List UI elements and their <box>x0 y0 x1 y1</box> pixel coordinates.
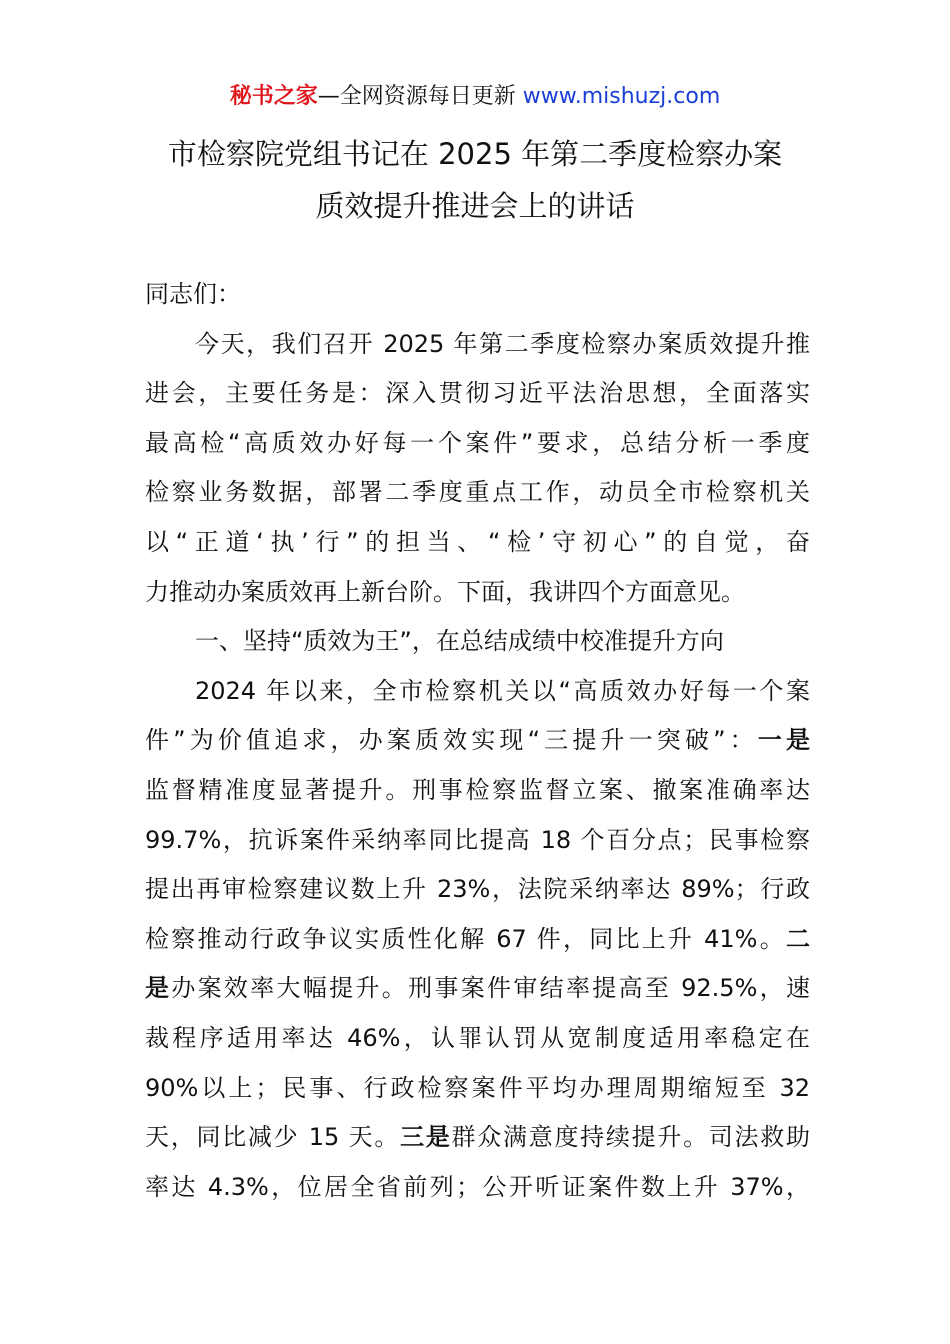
banner-tagline: —全网资源每日更新 <box>317 84 523 109</box>
paragraph-line <box>145 915 810 965</box>
title-line-1: 市检察院党组书记在 2025 年第二季度检察办案 <box>167 137 783 171</box>
paragraph-line: 99.7%，抗诉案件采纳率同比提高 18 个百分点；民事检察 <box>145 825 810 854</box>
document-title <box>0 128 950 232</box>
section-heading: 一、坚持“质效为王”，在总结成绩中校准提升方向 <box>195 627 724 656</box>
bold-marker: 一是 <box>757 726 810 755</box>
brand-name: 秘书之家 <box>229 84 318 109</box>
text-run: 件”为价值追求，办案质效实现“三提升一突破”： <box>145 726 758 755</box>
paragraph-line: 最高检“高质效办好每一个案件”要求，总结分析一季度 <box>145 428 810 457</box>
paragraph-line: 今天，我们召开 2025 年第二季度检察办案质效提升推 <box>195 329 810 358</box>
site-banner <box>0 82 950 112</box>
site-url-link[interactable]: www.mishuzj.com <box>522 84 721 109</box>
paragraph-line: 裁程序适用率达 46%，认罪认罚从宽制度适用率稳定在 <box>145 1023 810 1052</box>
paragraph-line: 2024 年以来，全市检察机关以“高质效办好每一个案 <box>195 676 810 705</box>
paragraph-line: 提出再审检察建议数上升 23%，法院采纳率达 89%；行政 <box>145 875 810 904</box>
paragraph-line <box>145 1113 810 1163</box>
title-line-2: 质效提升推进会上的讲话 <box>315 189 635 223</box>
text-run: 检察推动行政争议实质性化解 67 件，同比上升 41%。 <box>145 924 786 953</box>
paragraph-line: 90%以上；民事、行政检察案件平均办理周期缩短至 32 <box>145 1073 810 1102</box>
document-body <box>145 270 810 1212</box>
paragraph-line <box>145 964 810 1014</box>
text-run: 群众满意度持续提升。司法救助 <box>451 1123 811 1152</box>
paragraph-line: 率达 4.3%，位居全省前列；公开听证案件数上升 37%， <box>145 1172 810 1201</box>
paragraph-line <box>145 716 810 766</box>
text-run: 天，同比减少 15 天。 <box>145 1123 401 1152</box>
bold-marker: 是 <box>145 974 172 1003</box>
bold-marker: 三是 <box>400 1123 452 1152</box>
text-run: 办案效率大幅提升。刑事案件审结率提高至 92.5%，速 <box>171 974 810 1003</box>
paragraph-line: 以“正道‘执’行”的担当、“检’守初心”的自觉，奋 <box>145 527 810 556</box>
paragraph-line: 监督精准度显著提升。刑事检察监督立案、撤案准确率达 <box>145 775 810 804</box>
greeting: 同志们： <box>145 280 241 308</box>
paragraph-line: 进会，主要任务是：深入贯彻习近平法治思想，全面落实 <box>145 379 810 408</box>
paragraph-line: 力推动办案质效再上新台阶。下面，我讲四个方面意见。 <box>145 577 745 606</box>
paragraph-line: 检察业务数据，部署二季度重点工作，动员全市检察机关 <box>145 478 810 507</box>
bold-marker: 二 <box>786 924 810 953</box>
